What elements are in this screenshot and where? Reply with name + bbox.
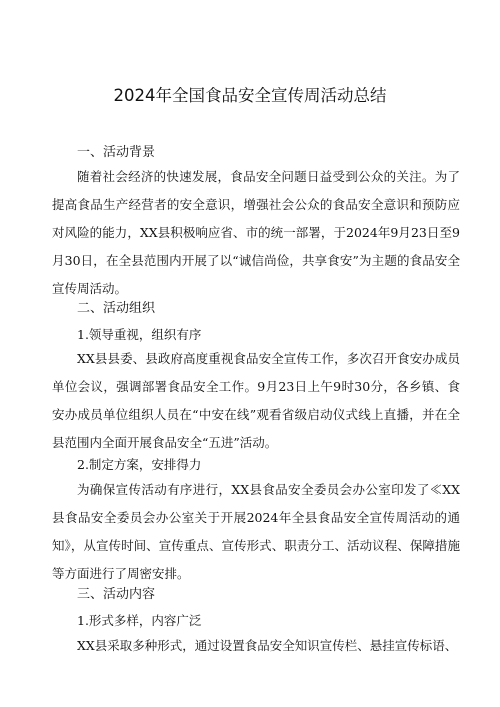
section-heading-content: 三、活动内容 [77, 587, 156, 602]
paragraph-background: 随着社会经济的快速发展，食品安全问题日益受到公众的关注。为了提高食品生产经营者的安全意识，增强社会公众的食品安全意识和预防应对风险的能力，XX县积极响应省、市的统一部署，于2024年9月23日至9月30日，在全县范围内开展了以“诚信尚俭，共享食安”为主题的食品安全宣传周活动。 [52, 169, 460, 296]
paragraph-forms: XX县采取多种形式，通过设置食品安全知识宣传栏、悬挂宣传标语、 [77, 638, 458, 653]
section-heading-background: 一、活动背景 [77, 145, 156, 160]
paragraph-leadership: XX县县委、县政府高度重视食品安全宣传工作，多次召开食安办成员单位会议，强调部署食品安全工作。9月23日上午9时30分，各乡镇、食安办成员单位组织人员在“中安在线”观看省级启动仪式线上直播，并在全县范围内全面开展食品安全“五进”活动。 [52, 351, 460, 450]
section-heading-organization: 二、活动组织 [77, 301, 156, 316]
subheading-forms: 1.形式多样，内容广泛 [77, 613, 202, 628]
paragraph-plan: 为确保宣传活动有序进行，XX县食品安全委员会办公室印发了≪XX县食品安全委员会办公室关于开展2024年全县食品安全宣传周活动的通知》，从宣传时间、宣传重点、宣传形式、职责分工、活动议程、保障措施等方面进行了周密安排。 [52, 482, 460, 581]
subheading-plan: 2.制定方案，安排得力 [77, 457, 202, 472]
document-title: 2024年全国食品安全宣传周活动总结 [113, 86, 387, 105]
subheading-leadership: 1.领导重视，组织有序 [77, 327, 202, 342]
